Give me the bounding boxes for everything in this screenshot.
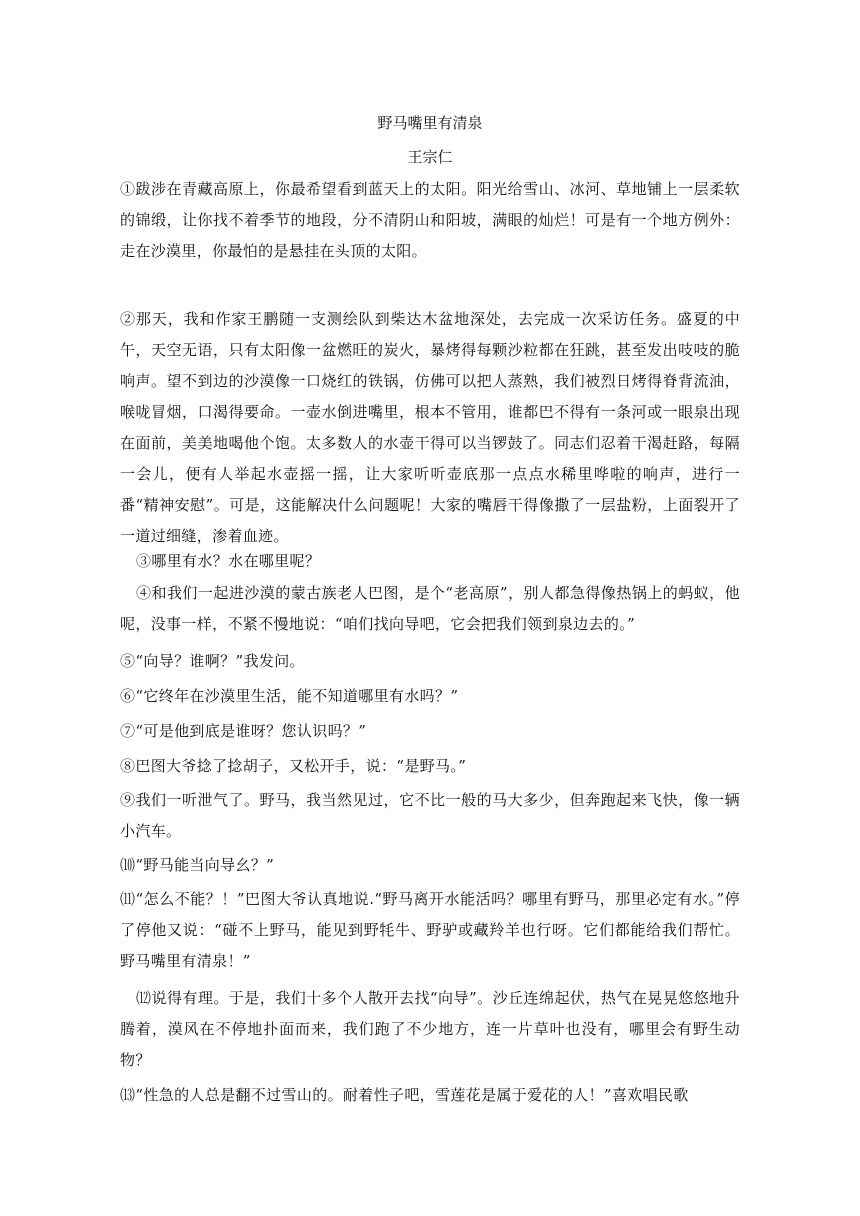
author-name: 王宗仁 <box>407 148 453 166</box>
document-title: 野马嘴里有清泉 <box>377 114 483 132</box>
paragraph-3: ③哪里有水？水在哪里呢？ <box>136 552 321 570</box>
paragraph-6: ⑥“它终年在沙漠里生活，能不知道哪里有水吗？” <box>120 687 459 705</box>
paragraph-2: ②那天，我和作家王鹏随一支测绘队到柴达木盆地深处，去完成一次采访任务。盛夏的中午，天空无语，只有太阳像一盆燃旺的炭火，暴烤得每颗沙粒都在狂跳，甚至发出吱吱的脆响声。望不到边的沙漠像一口烧红的铁锅，仿佛可以把人蒸熟，我们被烈日烤得脊背流油，喉咙冒烟，口渴得要命。一壶水倒进嘴里，根本不管用，谁都巴不得有一条河或一眼泉出现在面前，美美地喝他个饱。太多数人的水壶干得可以当锣鼓了。同志们忍着干渴赶路，每隔一会儿，便有人举起水壶摇一摇，让大家听听壶底那一点点水稀里哗啦的响声，进行一番“精神安慰”。可是，这能解决什么问题呢！大家的嘴唇干得像撒了一层盐粉，上面裂开了一道过细缝，渗着血迹。 <box>120 310 740 545</box>
paragraph-5: ⑤“向导？谁啊？”我发问。 <box>120 652 305 670</box>
paragraph-10: ⑽“野马能当向导幺？” <box>120 856 275 874</box>
paragraph-12: ⑿说得有理。于是，我们十多个人散开去找“向导”。沙丘连绵起伏，热气在晃晃悠悠地升腾着，漠风在不停地扑面而来，我们跑了不少地方，连一片草叶也没有，哪里会有野生动物？ <box>120 989 740 1069</box>
paragraph-1: ①跋涉在青藏高原上，你最希望看到蓝天上的太阳。阳光给雪山、冰河、草地铺上一层柔软的锦缎，让你找不着季节的地段，分不清阴山和阳坡，满眼的灿烂！可是有一个地方例外：走在沙漠里，你最怕的是悬挂在头顶的太阳。 <box>120 180 740 260</box>
paragraph-7: ⑦“可是他到底是谁呀？您认识吗？” <box>120 722 367 740</box>
paragraph-8: ⑧巴图大爷捻了捻胡子，又松开手，说：“是野马。” <box>120 757 467 775</box>
paragraph-9: ⑨我们一听泄气了。野马，我当然见过，它不比一般的马大多少，但奔跑起来飞快，像一辆小汽车。 <box>120 791 740 840</box>
paragraph-11: ⑾“怎么不能？！”巴图大爷认真地说.“野马离开水能活吗？哪里有野马，那里必定有水。”停了停他又说：“碰不上野马，能见到野牦牛、野驴或藏羚羊也行呀。它们都能给我们帮忙。野马嘴里有清泉！” <box>120 890 740 970</box>
paragraph-4: ④和我们一起进沙漠的蒙古族老人巴图，是个“老高原”，别人都急得像热锅上的蚂蚁，他呢，没事一样，不紧不慢地说：“咱们找向导吧，它会把我们领到泉边去的。” <box>120 584 740 633</box>
paragraph-13: ⒀“性急的人总是翻不过雪山的。耐着性子吧，雪莲花是属于爱花的人！”喜欢唱民歌 <box>120 1086 689 1104</box>
